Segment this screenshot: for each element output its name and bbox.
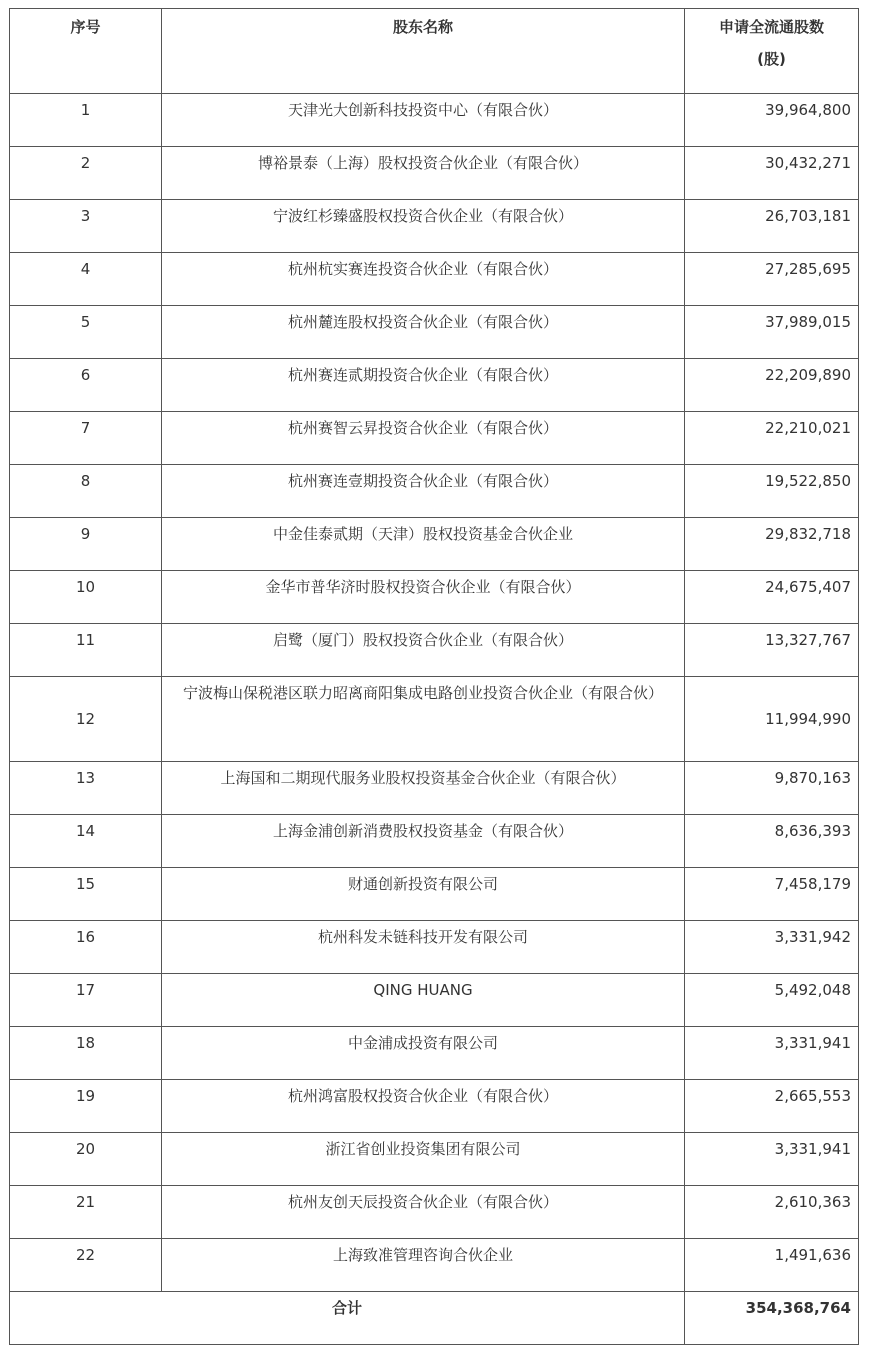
row-name: 浙江省创业投资集团有限公司 (162, 1133, 685, 1186)
table-row (10, 518, 859, 571)
row-shares: 22,210,021 (685, 412, 859, 465)
table-row (10, 815, 859, 868)
row-name: 启鹭（厦门）股权投资合伙企业（有限合伙） (162, 624, 685, 677)
total-label: 合计 (10, 1292, 685, 1345)
row-index: 9 (10, 518, 162, 571)
table-row (10, 200, 859, 253)
row-name: 杭州友创天辰投资合伙企业（有限合伙） (162, 1186, 685, 1239)
row-shares: 8,636,393 (685, 815, 859, 868)
row-name: 宁波红杉臻盛股权投资合伙企业（有限合伙） (162, 200, 685, 253)
shareholder-table (9, 8, 859, 1345)
table-row (10, 412, 859, 465)
row-name: 杭州杭实赛连投资合伙企业（有限合伙） (162, 253, 685, 306)
row-shares: 3,331,941 (685, 1133, 859, 1186)
row-index: 6 (10, 359, 162, 412)
row-name: 天津光大创新科技投资中心（有限合伙） (162, 94, 685, 147)
row-name: 上海国和二期现代服务业股权投资基金合伙企业（有限合伙） (162, 762, 685, 815)
row-index: 13 (10, 762, 162, 815)
row-name: 杭州麓连股权投资合伙企业（有限合伙） (162, 306, 685, 359)
header-shares-line1: 申请全流通股数 (718, 18, 824, 36)
row-index: 15 (10, 868, 162, 921)
table-row (10, 921, 859, 974)
row-shares: 37,989,015 (685, 306, 859, 359)
table-row (10, 1080, 859, 1133)
table-row (10, 306, 859, 359)
table-row (10, 1239, 859, 1292)
row-index: 22 (10, 1239, 162, 1292)
row-index: 8 (10, 465, 162, 518)
row-shares: 11,994,990 (685, 677, 859, 762)
row-index: 11 (10, 624, 162, 677)
row-shares: 24,675,407 (685, 571, 859, 624)
row-index: 5 (10, 306, 162, 359)
row-name: 上海致准管理咨询合伙企业 (162, 1239, 685, 1292)
row-name: 中金浦成投资有限公司 (162, 1027, 685, 1080)
row-shares: 2,665,553 (685, 1080, 859, 1133)
row-index: 12 (10, 677, 162, 762)
row-shares: 9,870,163 (685, 762, 859, 815)
table-row (10, 868, 859, 921)
row-name: 宁波梅山保税港区联力昭离商阳集成电路创业投资合伙企业（有限合伙） (162, 677, 685, 762)
row-index: 1 (10, 94, 162, 147)
row-shares: 2,610,363 (685, 1186, 859, 1239)
row-index: 7 (10, 412, 162, 465)
header-row (10, 9, 859, 94)
row-shares: 26,703,181 (685, 200, 859, 253)
table-row (10, 147, 859, 200)
row-name: 杭州赛连贰期投资合伙企业（有限合伙） (162, 359, 685, 412)
row-name: 杭州科发未链科技开发有限公司 (162, 921, 685, 974)
row-shares: 19,522,850 (685, 465, 859, 518)
table-row (10, 677, 859, 762)
row-index: 10 (10, 571, 162, 624)
row-shares: 27,285,695 (685, 253, 859, 306)
header-shares (685, 9, 859, 94)
row-index: 19 (10, 1080, 162, 1133)
row-index: 4 (10, 253, 162, 306)
row-shares: 3,331,942 (685, 921, 859, 974)
row-index: 20 (10, 1133, 162, 1186)
table-row (10, 465, 859, 518)
row-shares: 5,492,048 (685, 974, 859, 1027)
table-row (10, 974, 859, 1027)
row-name: 中金佳泰贰期（天津）股权投资基金合伙企业 (162, 518, 685, 571)
header-name: 股东名称 (162, 9, 685, 94)
row-index: 21 (10, 1186, 162, 1239)
table-row (10, 762, 859, 815)
row-name: 博裕景泰（上海）股权投资合伙企业（有限合伙） (162, 147, 685, 200)
row-index: 17 (10, 974, 162, 1027)
row-name: QING HUANG (162, 974, 685, 1027)
table-row (10, 624, 859, 677)
row-shares: 1,491,636 (685, 1239, 859, 1292)
row-name: 上海金浦创新消费股权投资基金（有限合伙） (162, 815, 685, 868)
total-shares: 354,368,764 (685, 1292, 859, 1345)
row-shares: 29,832,718 (685, 518, 859, 571)
table-row (10, 359, 859, 412)
table-row (10, 94, 859, 147)
header-index: 序号 (10, 9, 162, 94)
row-shares: 30,432,271 (685, 147, 859, 200)
table-row (10, 253, 859, 306)
row-index: 2 (10, 147, 162, 200)
table-row (10, 1027, 859, 1080)
table-row (10, 1133, 859, 1186)
row-name: 杭州鸿富股权投资合伙企业（有限合伙） (162, 1080, 685, 1133)
row-shares: 3,331,941 (685, 1027, 859, 1080)
row-name: 杭州赛连壹期投资合伙企业（有限合伙） (162, 465, 685, 518)
row-shares: 13,327,767 (685, 624, 859, 677)
row-name: 财通创新投资有限公司 (162, 868, 685, 921)
total-row (10, 1292, 859, 1345)
row-index: 14 (10, 815, 162, 868)
row-index: 3 (10, 200, 162, 253)
row-index: 18 (10, 1027, 162, 1080)
row-shares: 39,964,800 (685, 94, 859, 147)
row-shares: 22,209,890 (685, 359, 859, 412)
row-shares: 7,458,179 (685, 868, 859, 921)
table-row (10, 1186, 859, 1239)
table-row (10, 571, 859, 624)
header-shares-line2: (股) (757, 50, 786, 68)
row-name: 杭州赛智云昇投资合伙企业（有限合伙） (162, 412, 685, 465)
row-name: 金华市普华济时股权投资合伙企业（有限合伙） (162, 571, 685, 624)
row-index: 16 (10, 921, 162, 974)
